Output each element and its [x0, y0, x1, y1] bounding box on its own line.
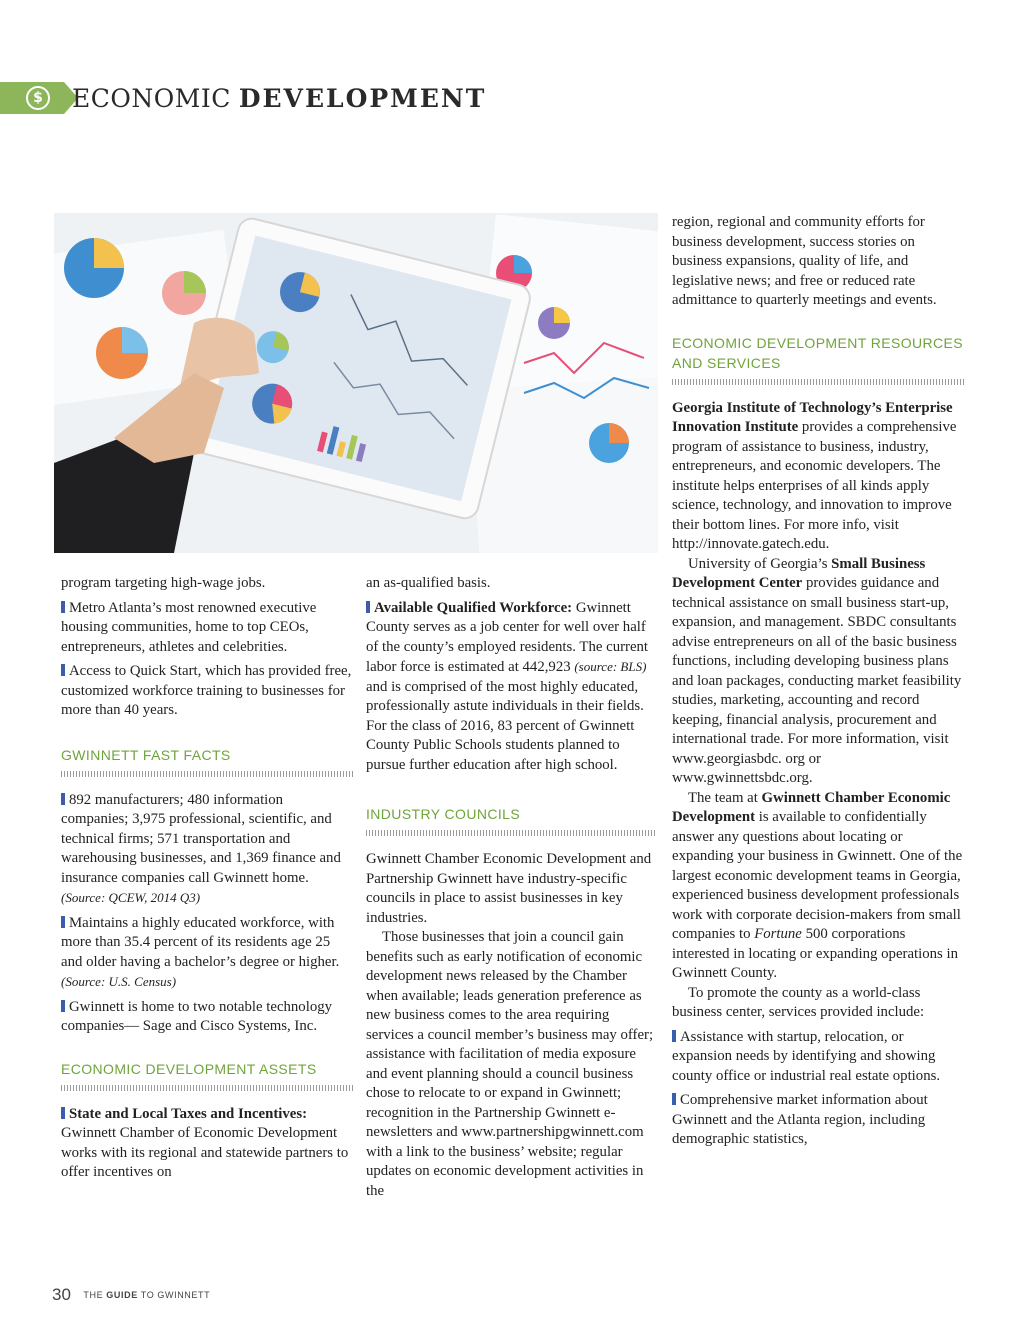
title-bold: DEVELOPMENT	[238, 84, 487, 113]
paragraph: program targeting high-wage jobs.	[61, 575, 266, 591]
source-note: (Source: U.S. Census)	[61, 974, 177, 989]
paragraph-text: provides guidance and technical assistance on small business start-up, expansion, and management. SBDC consultants advise entrepreneurs on all of the basic business functions, including developing business plans and loan packages, conducting market feasibility studies, marketing, accounting and record keeping, financial analysis, procurement and international trade. For more information, visit www.georgiasbdc. org or www.gwinnettsbdc.org.	[672, 575, 962, 786]
heading-industry-councils: INDUSTRY COUNCILS	[366, 806, 521, 822]
bullet-item	[61, 662, 353, 721]
column-2	[366, 574, 656, 1201]
bullet-text: 892 manufacturers; 480 information companies; 3,975 professional, scientific, and technical firms; 571 transportation and warehousing businesses, and 1,369 finance and insurance companies call Gwinnett home.	[61, 791, 341, 886]
paragraph-text: provides a comprehensive program of assistance to business, industry, entrepreneurs, and economic developers. The institute helps enterprises of all kinds apply science, technology, and innovation to improve their bottom lines. For more info, visit http://innovate.gatech.edu.	[672, 419, 957, 552]
page-number: 30	[52, 1285, 71, 1304]
heading-assets: ECONOMIC DEVELOPMENT ASSETS	[61, 1060, 317, 1077]
pub-the: THE	[83, 1290, 104, 1300]
heading-rule	[61, 1085, 353, 1091]
source-note: (Source: QCEW, 2014 Q3)	[61, 890, 201, 905]
publication-name	[83, 1290, 210, 1300]
bullet-marker	[366, 601, 370, 613]
italic-text: Fortune	[754, 926, 802, 942]
paragraph	[672, 555, 964, 789]
bullet-marker	[61, 916, 65, 928]
bold-lead: Available Qualified Workforce:	[374, 599, 573, 616]
page-footer	[52, 1285, 210, 1309]
paragraph: an as-qualified basis.	[366, 575, 491, 591]
page-title	[72, 82, 486, 116]
bullet-marker	[61, 601, 65, 613]
bullet-item	[61, 791, 353, 909]
column-1	[61, 574, 353, 1183]
bullet-text: Gwinnett County serves as a job center for well over half of the county’s employed residents. The current labor force is estimated at 442,923	[366, 599, 649, 675]
bullet-marker	[61, 793, 65, 805]
bullet-item	[61, 1105, 353, 1183]
paragraph-text: The team at	[688, 789, 758, 806]
heading-fast-facts: GWINNETT FAST FACTS	[61, 746, 231, 763]
bold-lead: State and Local Taxes and Incentives:	[69, 1105, 308, 1122]
paragraph: region, regional and community efforts for business development, success stories on business expansions, quality of life, and legislative news; and free or reduced rate admittance to quarterly meetings and events.	[672, 214, 937, 308]
heading-rule	[61, 771, 353, 777]
pub-to: TO GWINNETT	[140, 1290, 211, 1300]
bullet-item	[61, 599, 353, 658]
paragraph-text: University of Georgia’s	[688, 555, 828, 572]
paragraph-text: 500 corporations interested in locating or expanding operations in Gwinnett County.	[672, 926, 958, 981]
section-tab	[0, 82, 64, 114]
bullet-marker	[61, 1107, 65, 1119]
paragraph	[672, 399, 964, 555]
bullet-item	[672, 1028, 964, 1087]
bullet-item	[61, 998, 353, 1037]
bullet-marker	[61, 664, 65, 676]
column-3	[672, 213, 964, 1150]
bullet-marker	[672, 1030, 676, 1042]
heading-rule	[672, 379, 964, 385]
tablet-illustration	[54, 213, 658, 553]
bullet-text: Gwinnett Chamber of Economic Development works with its regional and statewide partners to offer incentives on	[61, 1125, 349, 1180]
bullet-marker	[672, 1093, 676, 1105]
bullet-text: Gwinnett is home to two notable technology companies— Sage and Cisco Systems, Inc.	[61, 998, 333, 1034]
dollar-icon: $	[26, 86, 50, 110]
paragraph: To promote the county as a world-class business center, services provided include:	[672, 984, 925, 1020]
bold-lead: Small Business Development Center	[672, 555, 926, 591]
bold-lead: Georgia Institute of Technology’s Enterprise Innovation Institute	[672, 399, 953, 435]
bullet-item	[672, 1091, 964, 1150]
bullet-text: Comprehensive market information about Gwinnett and the Atlanta region, including demographic statistics,	[672, 1092, 928, 1147]
bullet-marker	[61, 1000, 65, 1012]
bullet-text: and is comprised of the most highly educated, professionally astute individuals in their fields. For the class of 2016, 83 percent of Gwinnett County Public Schools students planned to pursue further education after high school.	[366, 678, 644, 773]
heading-rule	[366, 830, 656, 836]
bullet-item	[61, 914, 353, 993]
bullet-text: Maintains a highly educated workforce, with more than 35.4 percent of its residents age 25 and older having a bachelor’s degree or higher.	[61, 914, 340, 970]
heading-resources: ECONOMIC DEVELOPMENT RESOURCES AND SERVICES	[672, 334, 964, 371]
source-note: (source: BLS)	[574, 659, 647, 674]
tablet-photo	[54, 213, 658, 553]
bullet-text: Assistance with startup, relocation, or expansion needs by identifying and showing county office or industrial real estate options.	[672, 1028, 941, 1084]
paragraph: Gwinnett Chamber Economic Development and Partnership Gwinnett have industry-specific councils in place to assist businesses in key industries.	[366, 851, 652, 926]
bullet-text: Access to Quick Start, which has provided free, customized workforce training to businesses for more than 40 years.	[61, 663, 352, 718]
bold-lead: Gwinnett Chamber Economic Development	[672, 789, 951, 825]
bullet-text: Metro Atlanta’s most renowned executive housing communities, home to top CEOs, entrepreneurs, athletes and celebrities.	[61, 599, 317, 655]
paragraph-text: is available to confidentially answer any questions about locating or expanding your business in Gwinnett. One of the largest economic development teams in Georgia, experienced business development professionals work with corporate decision-makers from small companies to	[672, 809, 963, 942]
paragraph: Those businesses that join a council gain benefits such as early notification of economic development news released by the Chamber when available; leads generation preference as new business comes to the area requiring services a council member’s business may offer; assistance with facilitation of media exposure and event planning should a council business chose to relocate to or expand in Gwinnett; recognition in the Partnership Gwinnett e-newsletters and www.partnershipgwinnett.com with a link to the business’ website; regular updates on economic development activities in the	[366, 929, 654, 1199]
paragraph	[672, 789, 964, 984]
bullet-item	[366, 599, 656, 776]
title-light: ECONOMIC	[72, 84, 231, 113]
pub-guide: GUIDE	[106, 1290, 138, 1300]
